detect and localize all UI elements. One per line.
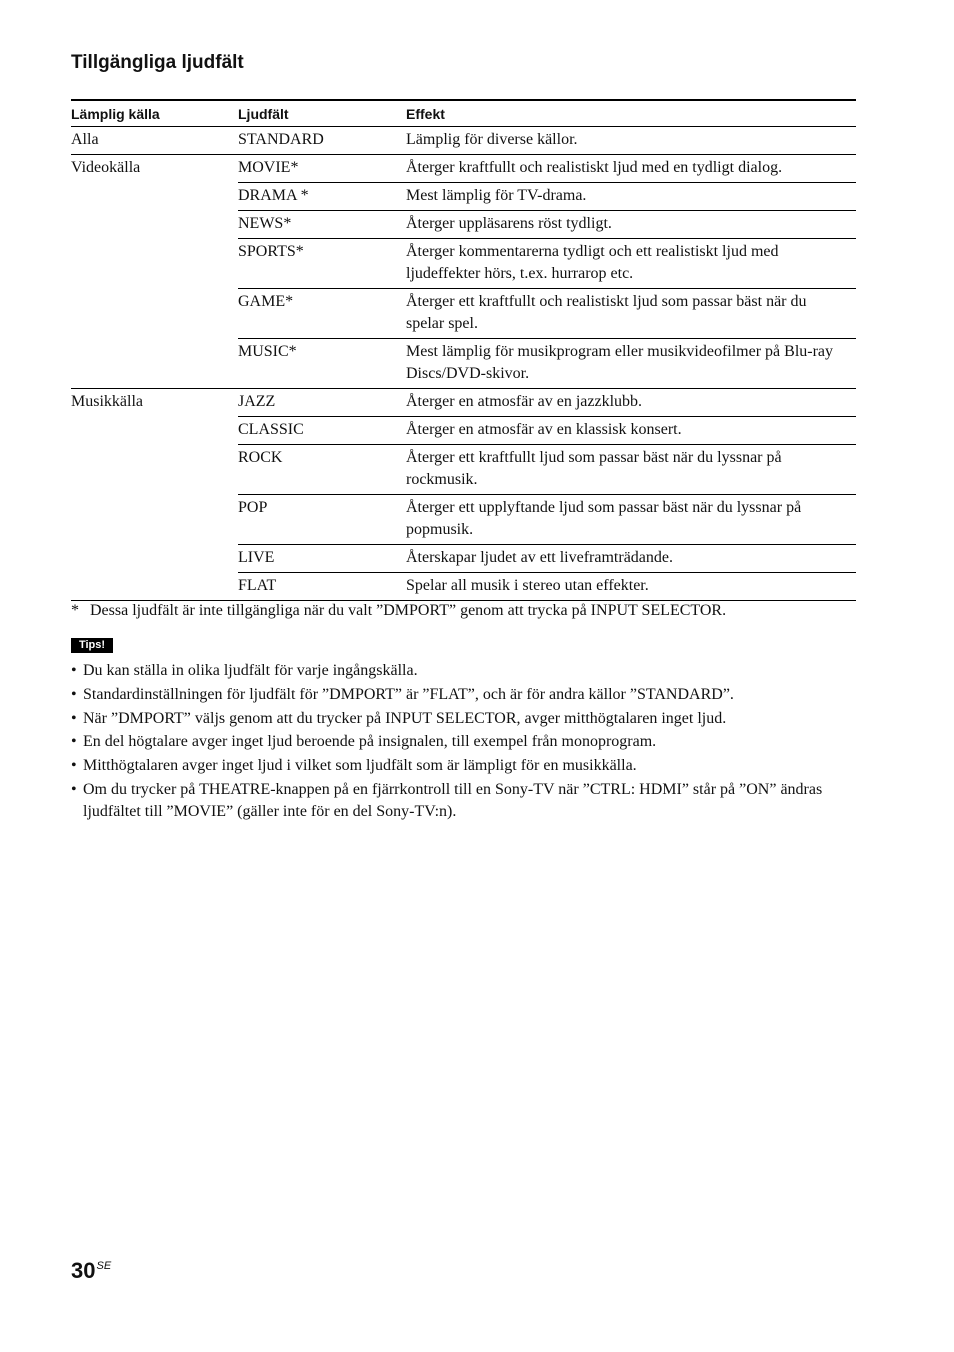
tip-text: När ”DMPORT” väljs genom att du trycker på INPUT SELECTOR, avger mitthögtalaren inget ljud. — [83, 709, 727, 727]
section-heading: Tillgängliga ljudfält — [71, 52, 244, 73]
sound-field-cell: MUSIC* — [238, 343, 297, 360]
effect-cell: Mest lämplig för musikprogram eller musikvideofilmer på Blu-ray Discs/DVD-skivor. — [406, 343, 834, 382]
table-row — [238, 338, 856, 388]
table-row — [238, 494, 856, 544]
tip-item — [71, 708, 856, 731]
group-rows — [238, 155, 856, 388]
source-cell: Musikkälla — [71, 393, 143, 410]
header-field: Ljudfält — [238, 105, 289, 122]
bullet-icon: • — [71, 685, 77, 703]
table-group — [71, 127, 856, 155]
page-number-suffix: SE — [96, 1260, 112, 1272]
tip-item — [71, 755, 856, 778]
page-number — [71, 1258, 111, 1284]
table-row — [238, 389, 856, 416]
table-row — [238, 572, 856, 600]
footnote — [71, 600, 726, 622]
tip-item — [71, 779, 856, 824]
sound-field-cell: ROCK — [238, 449, 283, 466]
sound-field-cell: SPORTS* — [238, 243, 304, 260]
effect-cell: Återger ett upplyftande ljud som passar bäst när du lyssnar på popmusik. — [406, 499, 802, 538]
page-number-value: 30 — [71, 1258, 96, 1283]
bullet-icon: • — [71, 780, 77, 798]
table-group — [71, 389, 856, 601]
sound-field-cell: NEWS* — [238, 215, 292, 232]
effect-cell: Återger kraftfullt och realistiskt ljud med en tydligt dialog. — [406, 159, 783, 176]
tip-item — [71, 731, 856, 754]
sound-field-cell: MOVIE* — [238, 159, 299, 176]
sound-field-cell: STANDARD — [238, 131, 324, 148]
tip-text: Du kan ställa in olika ljudfält för varje ingångskälla. — [83, 662, 418, 679]
tip-text: Om du trycker på THEATRE-knappen på en fjärrkontroll till en Sony-TV när ”CTRL: HDMI” står på ”ON” ändras ljudfältet till ”MOVIE” (gäller inte för en del Sony-TV:n). — [83, 780, 823, 821]
effect-cell: Återger kommentarerna tydligt och ett realistiskt ljud med ljudeffekter hörs, t.ex. hurrarop etc. — [406, 243, 779, 282]
effect-cell: Återskapar ljudet av ett liveframträdande. — [406, 549, 673, 566]
bullet-icon: • — [71, 662, 77, 679]
group-rows — [238, 389, 856, 600]
group-rows — [238, 127, 856, 154]
sound-field-cell: CLASSIC — [238, 421, 304, 438]
tip-text: En del högtalare avger inget ljud beroende på insignalen, till exempel från monoprogram. — [83, 733, 657, 751]
bullet-icon: • — [71, 757, 77, 775]
sound-field-cell: GAME* — [238, 293, 294, 310]
table-row — [238, 288, 856, 338]
tip-text: Standardinställningen för ljudfält för ”DMPORT” är ”FLAT”, och är för andra källor ”STANDARD”. — [83, 685, 734, 703]
effect-cell: Återger en atmosfär av en klassisk konsert. — [406, 421, 682, 438]
sound-field-cell: LIVE — [238, 549, 275, 566]
footnote-text: Dessa ljudfält är inte tillgängliga när du valt ”DMPORT” genom att trycka på INPUT SELECTOR. — [90, 602, 727, 619]
effect-cell: Återger ett kraftfullt ljud som passar bäst när du lyssnar på rockmusik. — [406, 449, 782, 488]
effect-cell: Återger uppläsarens röst tydligt. — [406, 215, 612, 232]
table-group — [71, 155, 856, 389]
table-body — [71, 127, 856, 601]
bullet-icon: • — [71, 709, 77, 727]
table-header — [71, 99, 856, 127]
tip-text: Mitthögtalaren avger inget ljud i vilket som ljudfält som är lämpligt för en musikkälla. — [83, 757, 637, 775]
table-row — [238, 127, 856, 154]
tip-item — [71, 684, 856, 707]
effect-cell: Mest lämplig för TV-drama. — [406, 187, 587, 204]
header-source: Lämplig källa — [71, 105, 160, 122]
effect-cell: Återger en atmosfär av en jazzklubb. — [406, 393, 643, 410]
table-row — [238, 155, 856, 182]
effect-cell: Återger ett kraftfullt och realistiskt ljud som passar bäst när du spelar spel. — [406, 293, 807, 332]
footnote-marker: * — [71, 602, 79, 619]
bullet-icon: • — [71, 733, 77, 751]
table-row — [238, 238, 856, 288]
sound-field-cell: FLAT — [238, 577, 277, 594]
effect-cell: Spelar all musik i stereo utan effekter. — [406, 577, 649, 594]
tips-list — [71, 660, 856, 825]
source-cell: Alla — [71, 131, 99, 148]
table-row — [238, 544, 856, 572]
sound-field-table — [71, 99, 856, 601]
table-row — [238, 182, 856, 210]
table-row — [238, 210, 856, 238]
source-cell: Videokälla — [71, 159, 141, 176]
table-row — [238, 416, 856, 444]
sound-field-cell: POP — [238, 499, 268, 516]
sound-field-cell: DRAMA * — [238, 187, 309, 204]
tip-item — [71, 660, 856, 683]
effect-cell: Lämplig för diverse källor. — [406, 131, 578, 148]
header-effect: Effekt — [406, 105, 445, 122]
sound-field-cell: JAZZ — [238, 393, 276, 410]
tips-badge: Tips! — [71, 638, 113, 653]
table-row — [238, 444, 856, 494]
